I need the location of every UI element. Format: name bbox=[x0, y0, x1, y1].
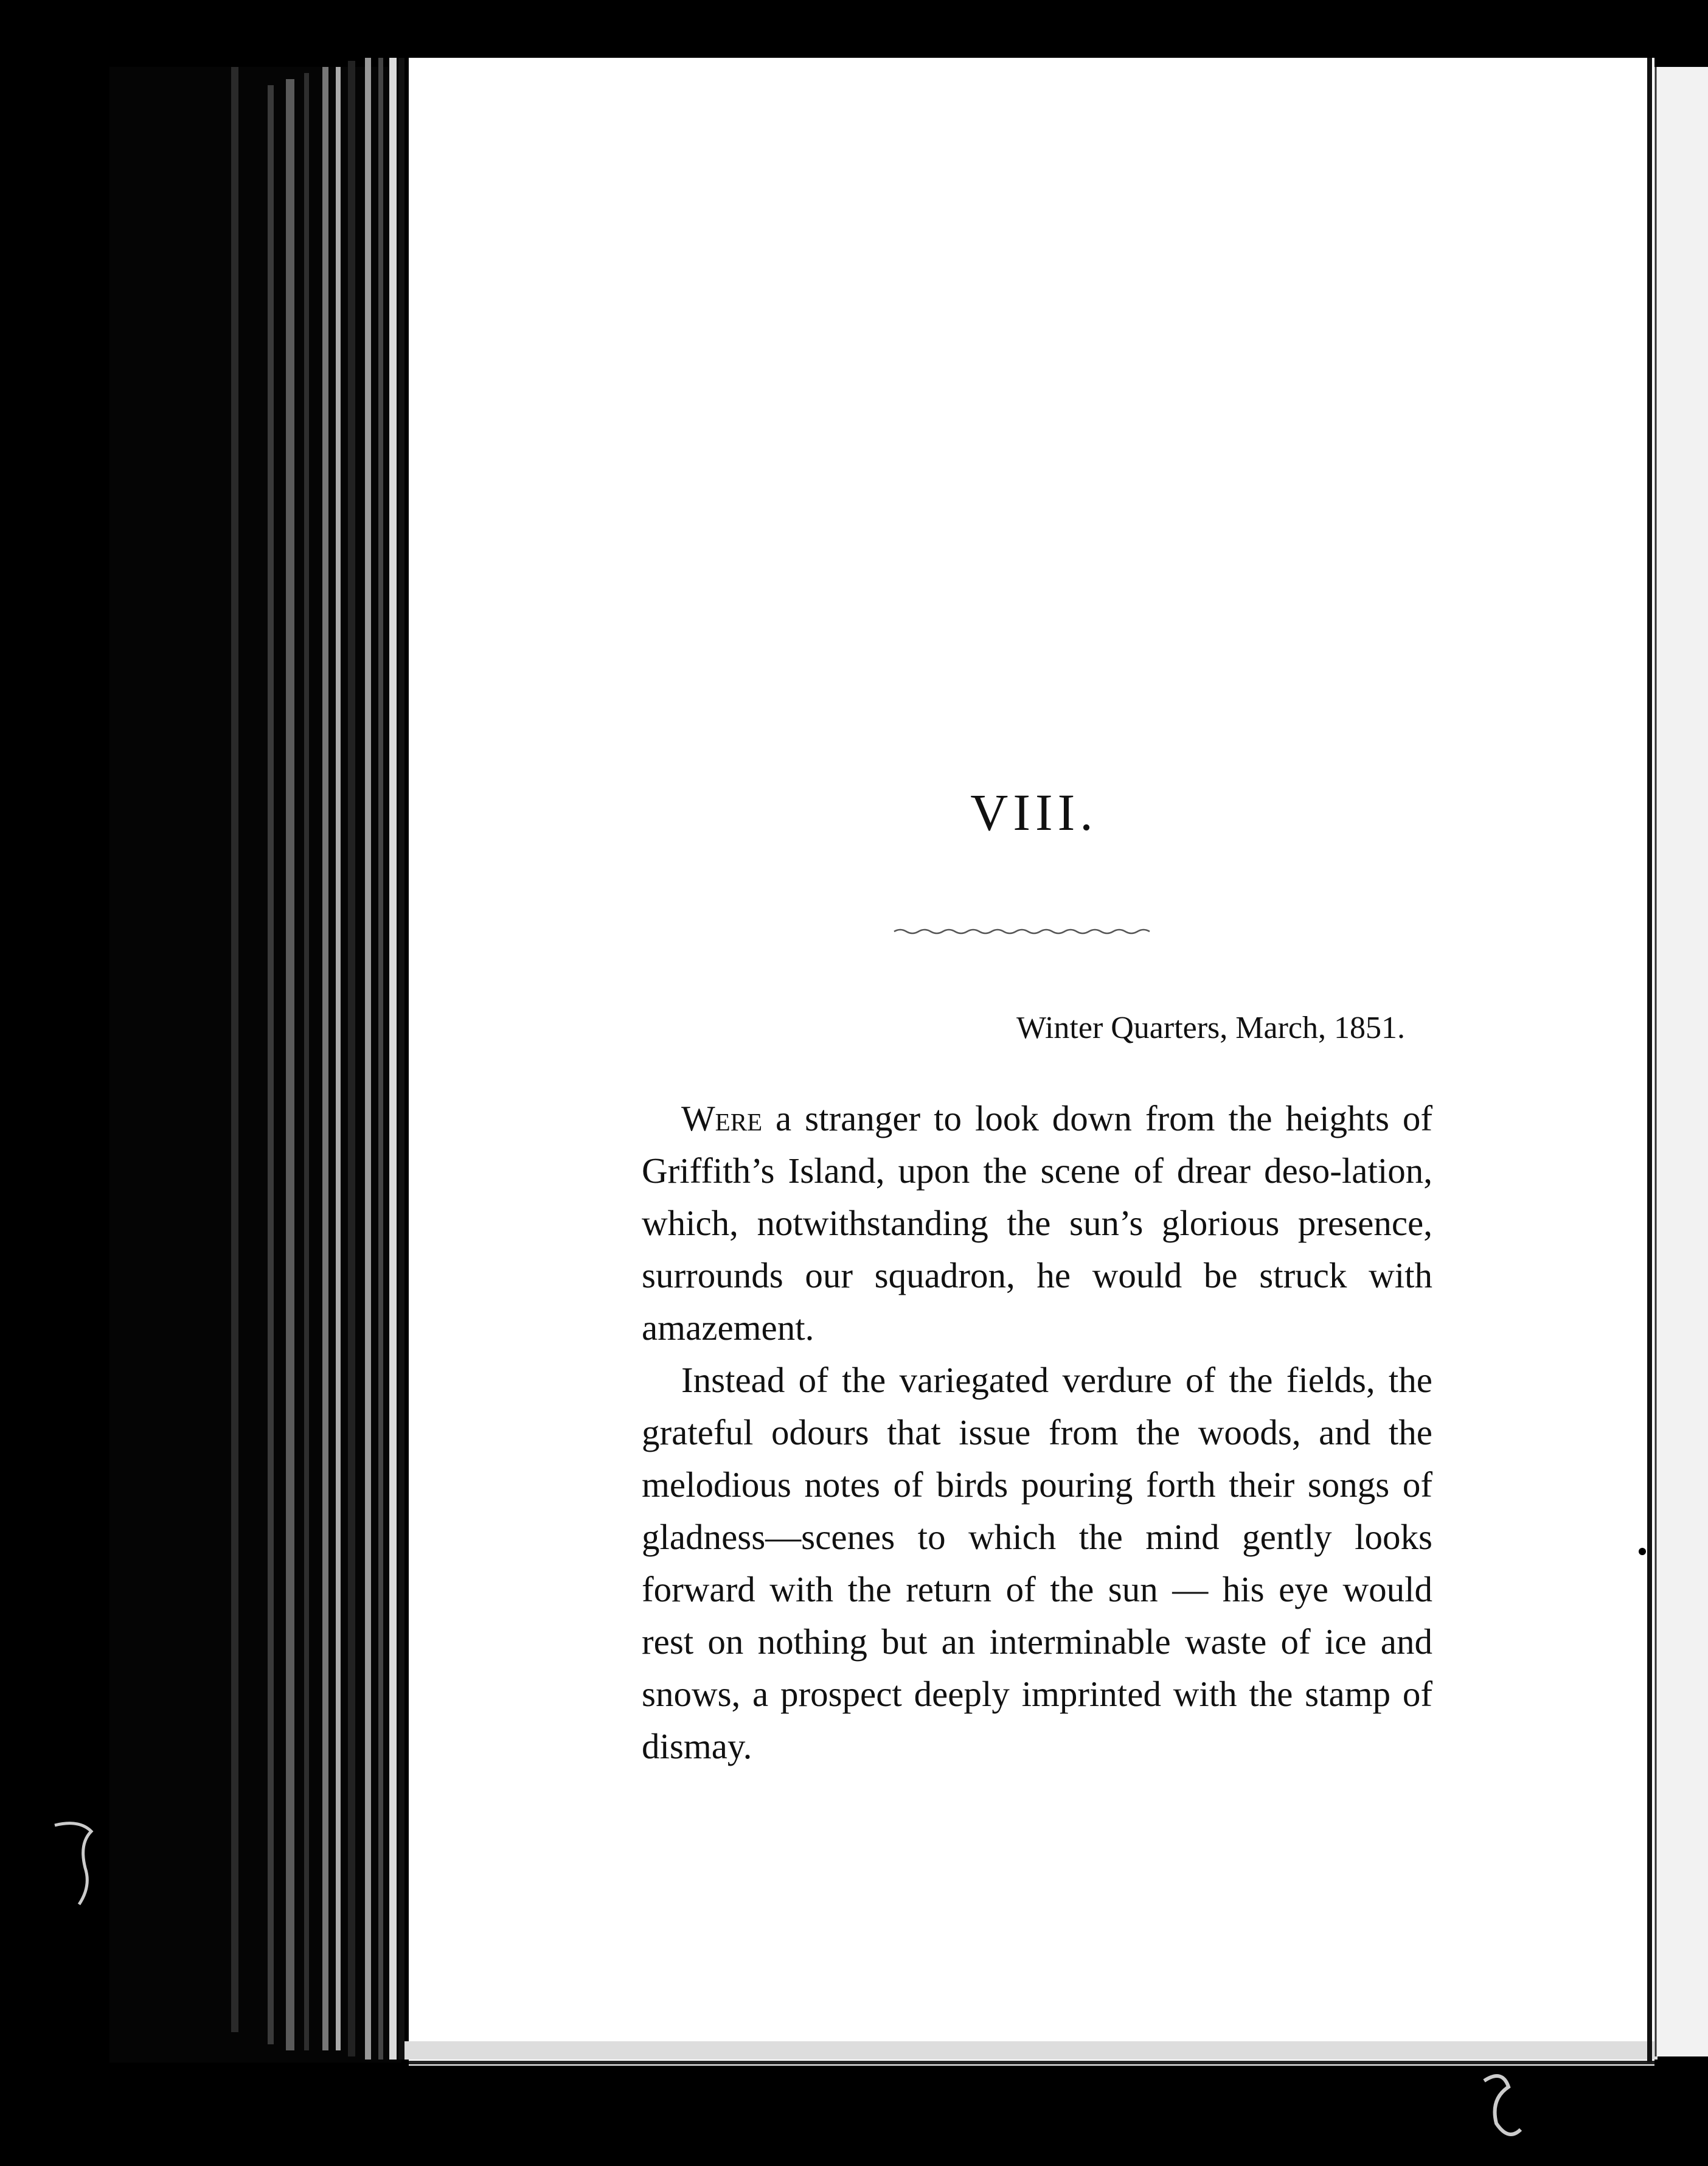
chapter-number: VIII. bbox=[970, 783, 1098, 841]
paragraph-text: a stranger to look down from the heights of Griffith’s Island, upon the scene of drear deso-lation, which, notwithstanding the sun’s glorious presence, surrounds our squadron, he would be struck with amazement. bbox=[642, 1098, 1432, 1348]
paragraph-1 bbox=[642, 1092, 1432, 1354]
dateline: Winter Quarters, March, 1851. bbox=[1016, 1011, 1405, 1045]
body-text bbox=[642, 1092, 1432, 1772]
paragraph-lead: Were bbox=[681, 1098, 763, 1138]
wavy-rule-ornament-icon bbox=[891, 922, 1159, 941]
paragraph-text: Instead of the variegated verdure of the fields, the grateful odours that issue from the woods, and the melodious notes of birds pouring forth their songs of gladness—scenes to which the mind gently looks forward with the return of the sun — his eye would rest on nothing but an interminable waste of ice and snows, a prospect deeply imprinted with the stamp of dismay. bbox=[642, 1360, 1432, 1766]
paragraph-2 bbox=[642, 1354, 1432, 1772]
